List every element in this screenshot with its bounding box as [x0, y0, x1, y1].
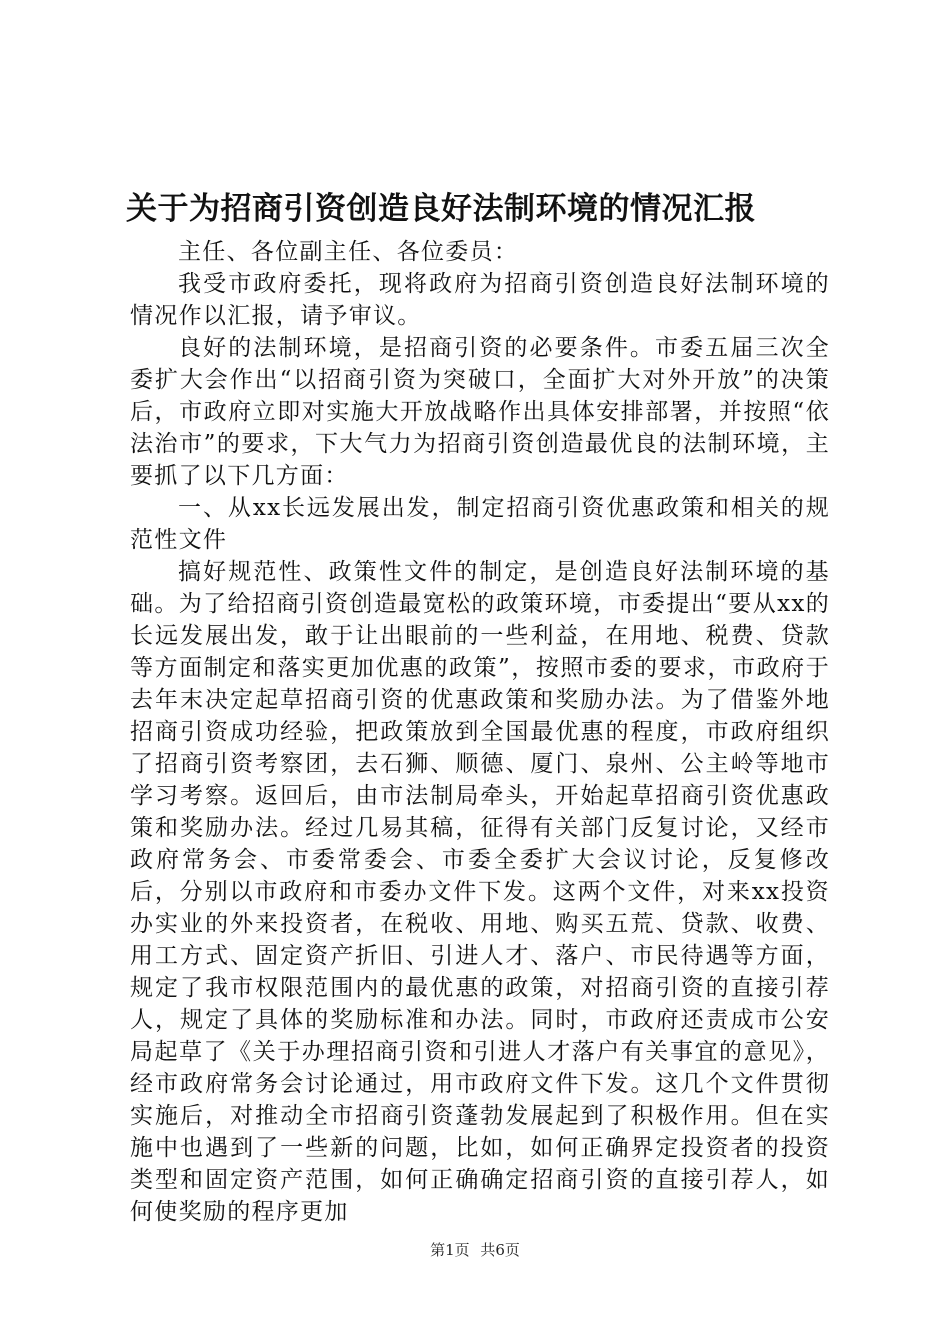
context-paragraph: 良好的法制环境，是招商引资的必要条件。市委五届三次全委扩大会作出“以招商引资为突破口，全面扩大对外开放”的决策后，市政府立即对实施大开放战略作出具体安排部署，并按照“依法治市”的要求，下大气力为招商引资创造最优良的法制环境，主要抓了以下几方面： — [130, 335, 830, 489]
section-body-paragraph: 搞好规范性、政策性文件的制定，是创造良好法制环境的基础。为了给招商引资创造最宽松的政策环境，市委提出“要从xx的长远发展出发，敢于让出眼前的一些利益，在用地、税费、贷款等方面制定和落实更加优惠的政策”，按照市委的要求，市政府于去年末决定起草招商引资的优惠政策和奖励办法。为了借鉴外地招商引资成功经验，把政策放到全国最优惠的程度，市政府组织了招商引资考察团，去石狮、顺德、厦门、泉州、公主岭等地市学习考察。返回后，由市法制局牵头，开始起草招商引资优惠政策和奖励办法。经过几易其稿，征得有关部门反复讨论，又经市政府常务会、市委常委会、市委全委扩大会议讨论，反复修改后，分别以市政府和市委办文件下发。这两个文件，对来xx投资办实业的外来投资者，在税收、用地、购买五荒、贷款、收费、用工方式、固定资产折旧、引进人才、落户、市民待遇等方面，规定了我市权限范围内的最优惠的政策，对招商引资的直接引荐人，规定了具体的奖励标准和办法。同时，市政府还责成市公安局起草了《关于办理招商引资和引进人才落户有关事宜的意见》，经市政府常务会讨论通过，用市政府文件下发。这几个文件贯彻实施后，对推动全市招商引资蓬勃发展起到了积极作用。但在实施中也遇到了一些新的问题，比如，如何正确界定投资者的投资类型和固定资产范围，如何正确确定招商引资的直接引荐人，如何使奖励的程序更加 — [130, 559, 830, 1225]
page-footer — [0, 1240, 950, 1260]
document-body — [130, 236, 830, 1228]
document-title: 关于为招商引资创造良好法制环境的情况汇报 — [126, 191, 756, 227]
salutation-paragraph: 主任、各位副主任、各位委员： — [178, 239, 519, 265]
intro-paragraph: 我受市政府委托，现将政府为招商引资创造良好法制环境的情况作以汇报，请予审议。 — [130, 271, 830, 329]
section-heading-1: 一、从xx长远发展出发，制定招商引资优惠政策和相关的规范性文件 — [130, 495, 830, 553]
page-total: 共6页 — [480, 1241, 520, 1259]
page-number: 第1页 — [430, 1241, 470, 1259]
